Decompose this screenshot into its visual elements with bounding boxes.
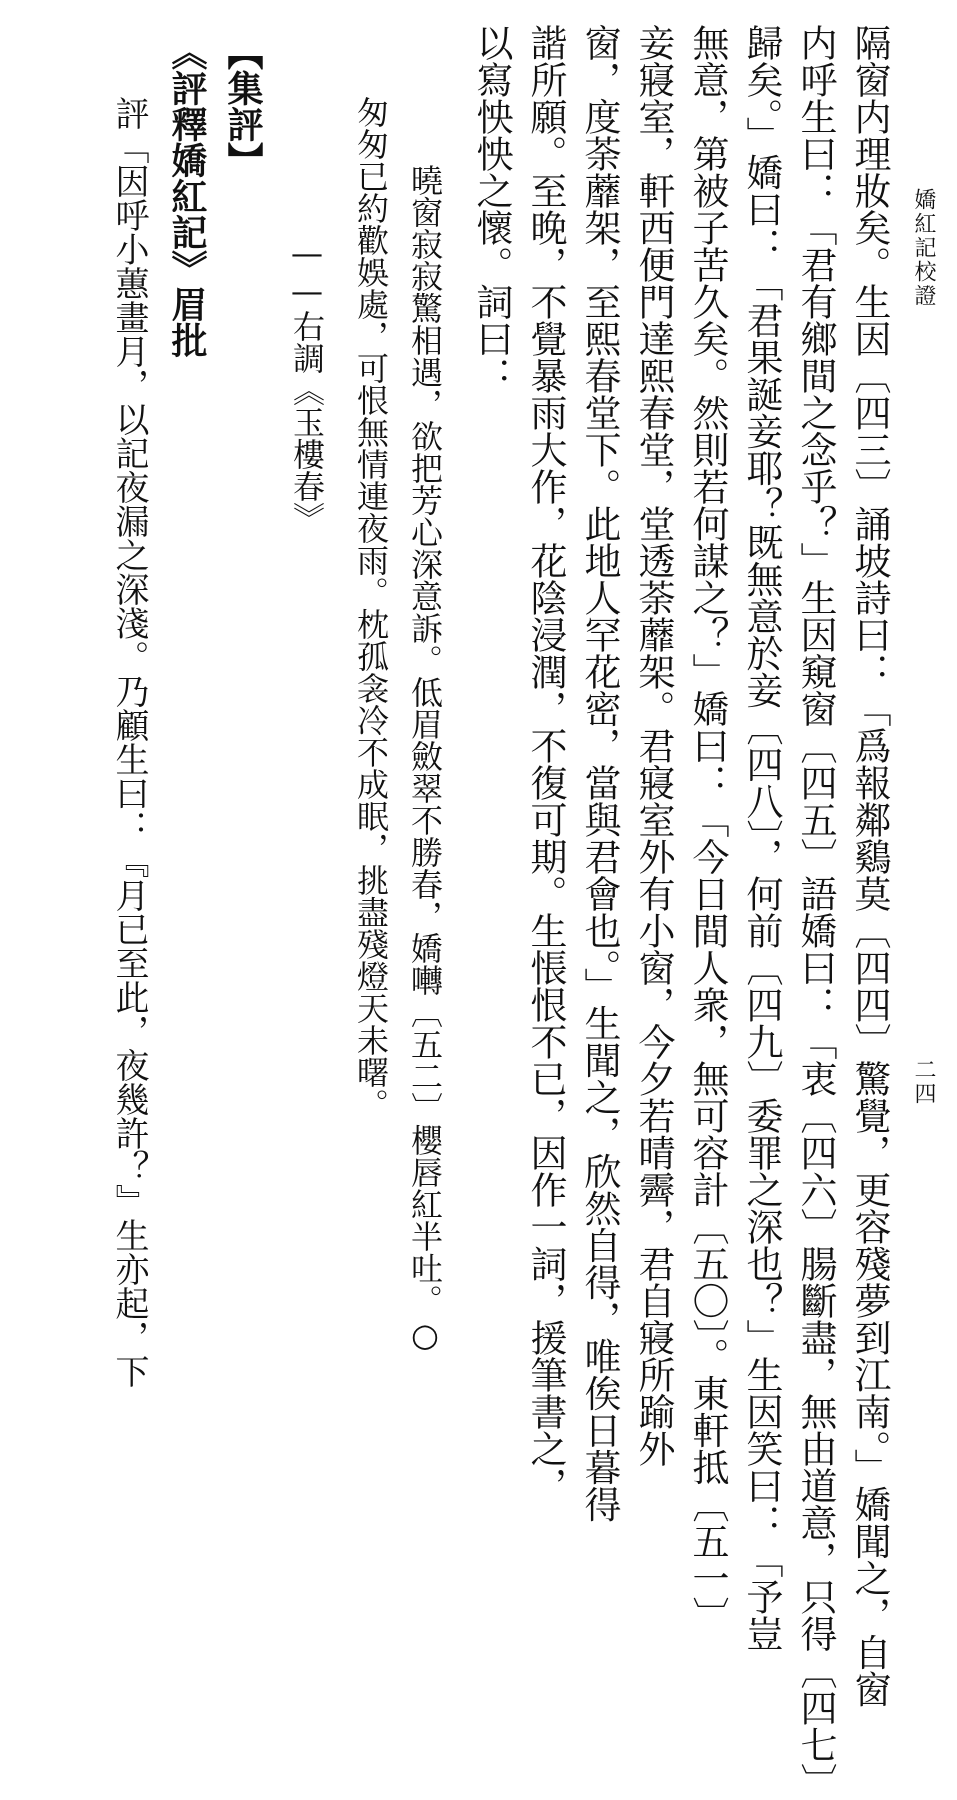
text-column: 以寫怏怏之懷。詞曰： — [470, 24, 513, 394]
text-column: 窗，度荼蘼架，至熙春堂下。此地人罕花密，當與君會也。」生聞之，欣然自得，唯俟日暮得 — [578, 24, 621, 1523]
poem-attribution: ——右調《玉樓春》 — [288, 234, 326, 534]
poem-line: 匆匆已約歡娛處，可恨無情連夜雨。枕孤衾冷不成眠，挑盡殘燈天未曙。 — [352, 96, 390, 1120]
commentary-title: 《評釋嬌紅記》眉批 — [166, 34, 207, 358]
text-column: 内呼生曰：「君有鄉間之念乎？」生因窺窗〔四五〕語嬌曰：「衷〔四六〕腸斷盡，無由道意，只得〔四七〕 — [794, 24, 837, 1800]
text-column: 妾寢室，軒西便門達熙春堂，堂透荼蘼架。君寢室外有小窗，今夕若晴霽，君自寢所踰外 — [632, 24, 675, 1467]
running-title: 嬌紅記校證 — [911, 188, 936, 308]
page-number: 二四 — [911, 1058, 936, 1106]
text-column: 隔窗内理妝矣。生因〔四三〕誦坡詩曰：「爲報鄰鷄莫〔四四〕驚覺，更容殘夢到江南。」嬌聞之，自窗 — [848, 24, 891, 1708]
poem-line: 曉窗寂寂驚相遇，欲把芳心深意訴。低眉斂翠不勝春，嬌囀〔五二〕櫻唇紅半吐。○ — [406, 164, 444, 1354]
text-column: 諧所願。至晚，不覺暴雨大作，花陰浸潤，不復可期。生悵恨不已，因作一詞，援筆書之， — [524, 24, 567, 1504]
text-column: 無意，第被子苦久矣。然則若何謀之？」嬌曰：「今日間人衆，無可容計〔五〇〕。東軒抵〔五一〕 — [686, 24, 729, 1634]
text-column: 歸矣。」嬌曰：「君果誕妾耶？既無意於妾〔四八〕，何前〔四九〕委罪之深也？」生因笑曰：「予豈 — [740, 24, 783, 1652]
section-header: 【集評】 — [222, 34, 263, 178]
commentary-text: 評「因呼小蕙畫月，以記夜漏之深淺。乃顧生曰：『月已至此，夜幾許？』生亦起，下 — [109, 96, 149, 1388]
